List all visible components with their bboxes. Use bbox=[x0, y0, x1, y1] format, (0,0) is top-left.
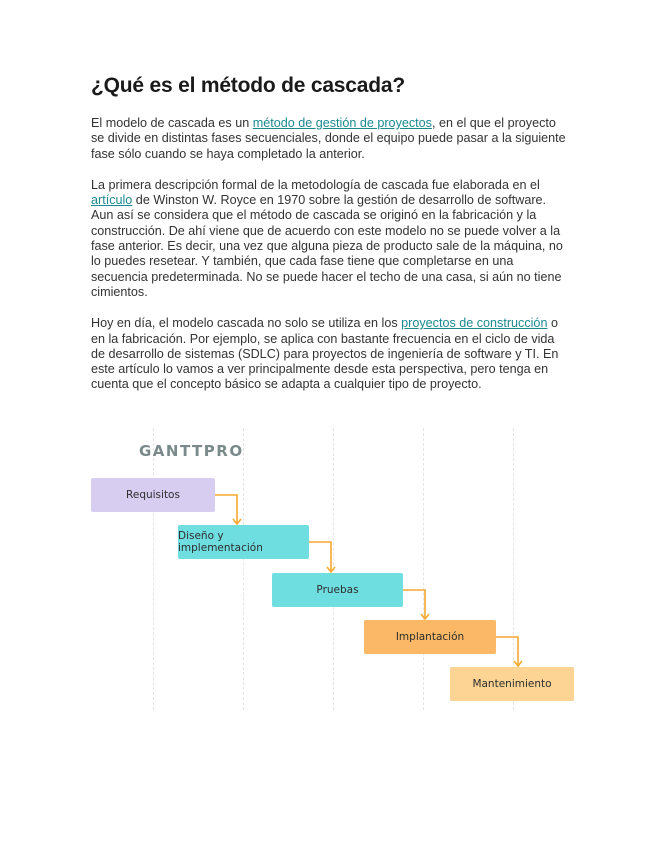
paragraph-history bbox=[91, 178, 571, 300]
phase-mantenimiento: Mantenimiento bbox=[450, 667, 574, 701]
phase-diseno-implementacion: Diseño y implementación bbox=[178, 525, 309, 559]
p2-text-before: La primera descripción formal de la metodología de cascada fue elaborada en el bbox=[91, 177, 540, 192]
p3-text-after: o en la fabricación. Por ejemplo, se aplica con bastante frecuencia en el ciclo de vida de desarrollo de sistemas (SDLC) para proyectos de ingeniería de software y TI. En este artículo lo vamos a ver principalmente desde esta perspectiva, pero tenga en cuenta que el concepto básico se adapta a cualquier tipo de proyecto. bbox=[91, 316, 559, 392]
waterfall-diagram bbox=[91, 428, 575, 710]
article bbox=[91, 74, 571, 409]
link-articulo[interactable]: artículo bbox=[91, 193, 133, 208]
p1-text-after: , en el que el proyecto se divide en distintas fases secuenciales, donde el equipo puede pasar a la siguiente fase sólo cuando se haya completado la anterior. bbox=[91, 116, 566, 161]
paragraph-intro bbox=[91, 116, 571, 162]
phase-implantacion: Implantación bbox=[364, 620, 496, 654]
p1-text-before: El modelo de cascada es un bbox=[91, 116, 253, 130]
paragraph-today bbox=[91, 316, 571, 392]
link-proyectos-construccion[interactable]: proyectos de construcción bbox=[401, 316, 548, 331]
p3-text-before: Hoy en día, el modelo cascada no solo se utiliza en los bbox=[91, 316, 402, 331]
phase-requisitos: Requisitos bbox=[91, 478, 215, 512]
p2-text-after: de Winston W. Royce en 1970 sobre la gestión de desarrollo de software. Aun así se considera que el método de cascada se originó en la fabricación y la construcción. De ahí viene que de acuerdo con este modelo no se puede volver a la fase anterior. Es decir, una vez que alguna pieza de producto sale de la máquina, no lo puedes resetear. Y también, que cada fase tiene que completarse en una secuencia predeterminada. No se puede hacer el techo de una casa, si aún no tiene cimientos. bbox=[91, 193, 563, 299]
ganttpro-logo: GANTTPRO bbox=[139, 442, 244, 460]
article-title: ¿Qué es el método de cascada? bbox=[91, 74, 405, 97]
link-metodo-gestion[interactable]: método de gestión de proyectos bbox=[252, 116, 432, 130]
phase-pruebas: Pruebas bbox=[272, 573, 403, 607]
